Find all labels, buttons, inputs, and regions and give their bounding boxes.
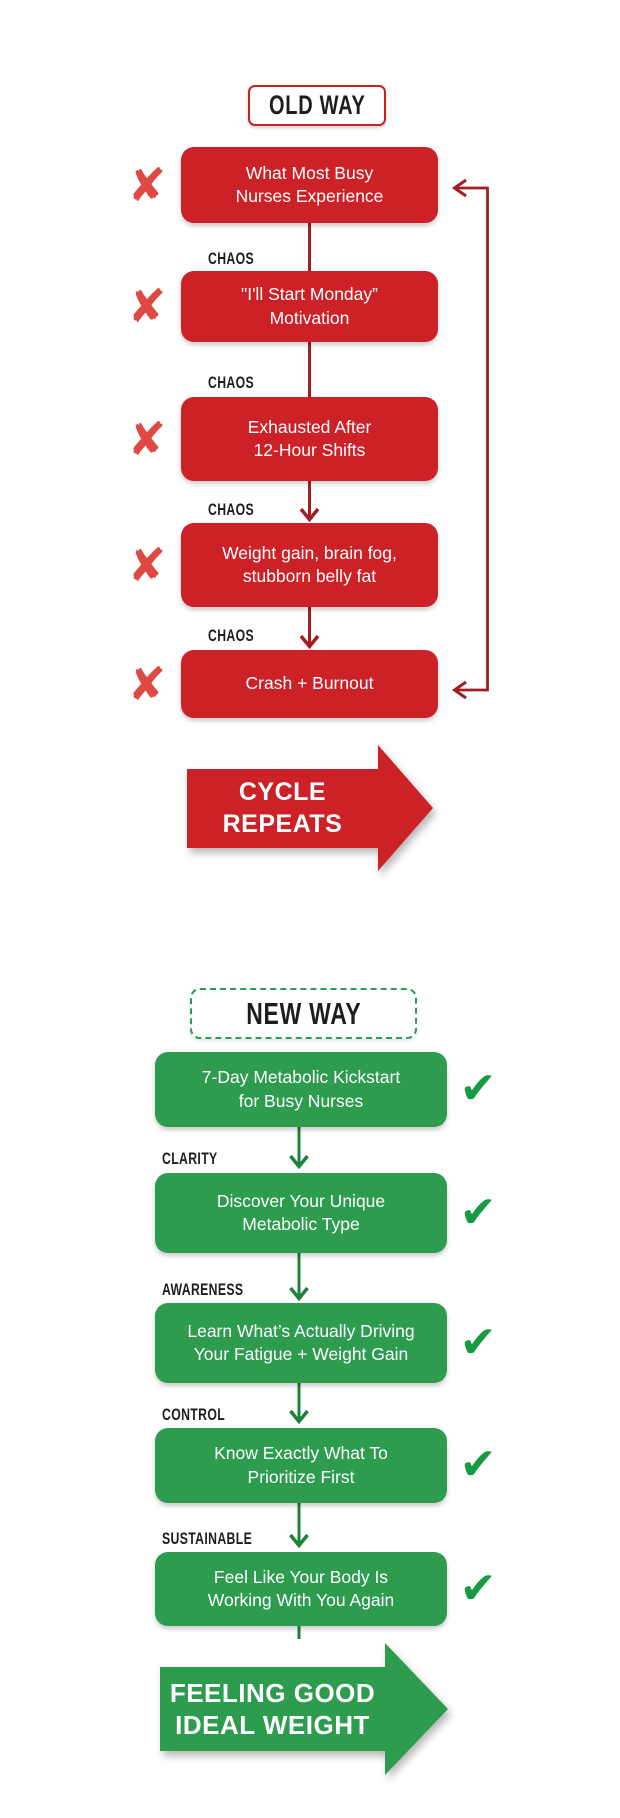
old-step-1-line-1: What Most Busy (245, 162, 374, 183)
old-step-4-line-1: Weight gain, brain fog, (222, 542, 397, 563)
new-step-5-line-1: Feel Like Your Body Is (213, 1566, 389, 1587)
chaos-label-4: CHAOS (208, 626, 255, 645)
old-step-1-line-2: Nurses Experience (235, 186, 384, 206)
cycle-arrow-head-icon (378, 745, 433, 871)
chaos-label-1: CHAOS (208, 249, 255, 268)
check-mark-icon: ✔ (459, 1317, 497, 1368)
new-step-1-line-2: for Busy Nurses (238, 1090, 364, 1111)
new-step-4-line-1: Know Exactly What To (214, 1443, 388, 1464)
old-step-3-line-2: 12-Hour Shifts (253, 440, 366, 460)
new-step-1-line-1: 7-Day Metabolic Kickstart (201, 1067, 401, 1088)
old-step-2-line-2: Motivation (269, 307, 350, 328)
cycle-arrow-line-1: CYCLE (238, 778, 327, 807)
check-mark-icon: ✔ (459, 1187, 497, 1238)
old-way-title: OLD WAY (268, 90, 366, 120)
control-label: CONTROL (162, 1405, 226, 1424)
old-step-2-line-1: "I'll Start Monday” (241, 284, 378, 305)
check-mark-icon: ✔ (459, 1563, 497, 1614)
result-arrow-line-1: FEELING GOOD (169, 1677, 376, 1708)
old-step-4-line-2: stubborn belly fat (242, 566, 377, 586)
cycle-repeats-arrow (187, 745, 433, 872)
new-step-5-line-2: Working With You Again (207, 1590, 395, 1610)
old-step-box-3 (181, 397, 438, 481)
new-way-title: NEW WAY (245, 995, 362, 1031)
x-mark-icon: ✘ (127, 657, 167, 711)
new-way-title-box (190, 988, 417, 1039)
clarity-label: CLARITY (162, 1149, 218, 1168)
old-step-box-4 (181, 523, 438, 607)
chaos-label-2: CHAOS (208, 373, 255, 392)
old-step-box-2 (181, 271, 438, 342)
cycle-repeats-arrow-body (187, 769, 378, 848)
awareness-label: AWARENESS (162, 1280, 244, 1299)
old-step-3-line-1: Exhausted After (247, 416, 372, 437)
cycle-arrow-line-2: REPEATS (222, 809, 343, 838)
x-mark-icon: ✘ (127, 279, 167, 333)
feeling-good-arrow (160, 1643, 448, 1775)
new-step-box-2 (155, 1173, 447, 1253)
old-step-5-line-1: Crash + Burnout (245, 673, 374, 694)
chaos-label-3: CHAOS (208, 500, 255, 519)
feeling-good-arrow-head-icon (385, 1643, 448, 1775)
feeling-good-arrow-body (160, 1667, 385, 1751)
old-step-box-1 (181, 147, 438, 223)
new-step-box-4 (155, 1428, 447, 1503)
new-step-box-5 (155, 1552, 447, 1626)
x-mark-icon: ✘ (127, 538, 167, 592)
check-mark-icon: ✔ (459, 1063, 497, 1114)
new-step-box-3 (155, 1303, 447, 1383)
x-mark-icon: ✘ (127, 158, 167, 212)
new-step-box-1 (155, 1052, 447, 1127)
new-step-4-line-2: Prioritize First (247, 1466, 355, 1487)
sustainable-label: SUSTAINABLE (162, 1529, 253, 1548)
old-way-title-box (248, 85, 386, 126)
result-arrow-line-2: IDEAL WEIGHT (175, 1710, 370, 1740)
check-mark-icon: ✔ (459, 1439, 497, 1490)
new-step-3-line-2: Your Fatigue + Weight Gain (193, 1344, 409, 1364)
old-step-box-5 (181, 650, 438, 718)
new-step-3-line-1: Learn What’s Actually Driving (187, 1320, 415, 1341)
x-mark-icon: ✘ (127, 412, 167, 466)
new-step-2-line-2: Metabolic Type (242, 1214, 360, 1234)
loop-line (456, 188, 488, 690)
new-step-2-line-1: Discover Your Unique (216, 1190, 386, 1211)
